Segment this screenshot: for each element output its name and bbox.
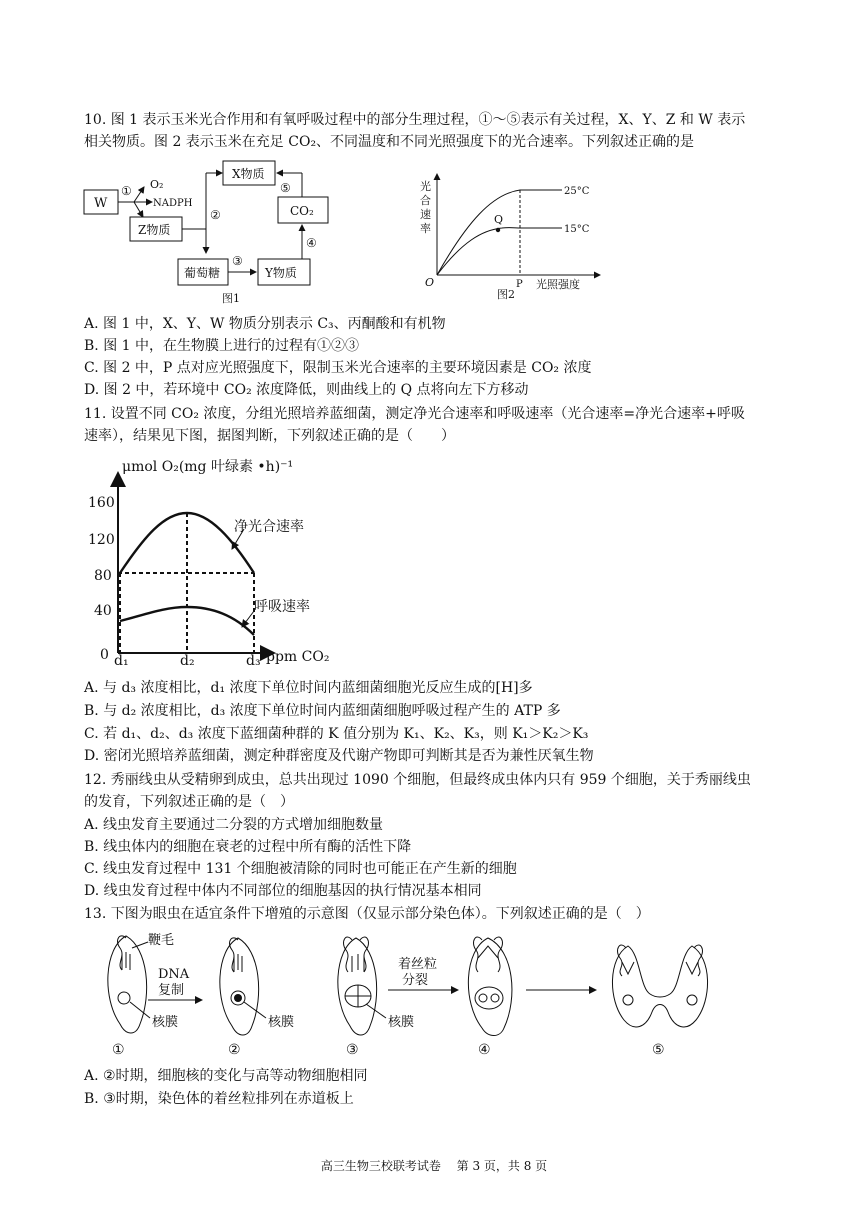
chart-ytick-0: 0 xyxy=(100,647,109,663)
q10-stem-line2: 相关物质。图 2 表示玉米在充足 CO₂、不同温度和不同光照强度下的光合速率。下列叙述正确的是 xyxy=(84,134,695,150)
cell-stage-4 xyxy=(468,937,512,1035)
label-nuclear-membrane-2: 核膜 xyxy=(268,1015,295,1030)
chart-ytick-80: 80 xyxy=(94,568,112,584)
q13-euglena-figure xyxy=(90,928,730,1060)
fig2-p-label: P xyxy=(516,279,523,290)
chart-net-label: 净光合速率 xyxy=(234,519,304,535)
q11-option-d: D. 密闭光照培养蓝细菌，测定种群密度及代谢产物即可判断其是否为兼性厌氧生物 xyxy=(84,748,594,764)
chart-resp-label: 呼吸速率 xyxy=(254,599,310,615)
fig1-w: W xyxy=(94,196,108,211)
fig2-curve-15c xyxy=(437,228,562,275)
fig1-o2: O₂ xyxy=(150,178,164,191)
fig2-ylabel-3: 速 xyxy=(420,208,431,221)
q10-option-c: C. 图 2 中，P 点对应光照强度下，限制玉米光合速率的主要环境因素是 CO₂ 浓度 xyxy=(84,360,592,376)
fig1-x: X物质 xyxy=(232,167,265,181)
label-stage-1: ① xyxy=(112,1042,125,1058)
fig2-ylabel-4: 率 xyxy=(420,222,431,235)
fig2-origin: O xyxy=(425,276,435,289)
fig1-nadph: NADPH xyxy=(153,198,193,209)
fig2-25c-label: 25°C xyxy=(564,186,590,197)
fig1-y: Y物质 xyxy=(265,266,297,280)
q10-option-b: B. 图 1 中，在生物膜上进行的过程有①②③ xyxy=(84,338,359,354)
label-dna-replication: 复制 xyxy=(158,983,185,998)
label-flagellum: 鞭毛 xyxy=(148,933,175,948)
chart-x-unit: ppm CO₂ xyxy=(266,649,330,665)
page-footer: 高三生物三校联考试卷 第 3 页，共 8 页 xyxy=(320,1159,548,1173)
fig1-caption: 图1 xyxy=(222,292,240,305)
fig2-point-q xyxy=(496,228,500,232)
q10-option-a: A. 图 1 中，X、Y、W 物质分别表示 C₃、丙酮酸和有机物 xyxy=(84,316,446,332)
label-stage-5: ⑤ xyxy=(652,1042,665,1058)
q13-stem: 13. 下图为眼虫在适宜条件下增殖的示意图（仅显示部分染色体）。下列叙述正确的是（ ） xyxy=(84,906,650,922)
fig1-step2: ② xyxy=(210,208,221,222)
q11-stem-line1: 11. 设置不同 CO₂ 浓度，分组光照培养蓝细菌，测定净光合速率和呼吸速率（光合速率=净光合速率+呼吸 xyxy=(84,406,745,422)
chart-xtick-d2: d₂ xyxy=(180,653,195,669)
q11-option-c: C. 若 d₁、d₂、d₃ 浓度下蓝细菌种群的 K 值分别为 K₁、K₂、K₃，则 K₁＞K₂＞K₃ xyxy=(84,726,589,742)
cell-stage-5 xyxy=(612,945,707,1027)
q13-option-b: B. ③时期，染色体的着丝粒排列在赤道板上 xyxy=(84,1091,354,1107)
fig1-step5: ⑤ xyxy=(280,181,291,195)
q10-option-d: D. 图 2 中，若环境中 CO₂ 浓度降低，则曲线上的 Q 点将向左下方移动 xyxy=(84,382,529,398)
q11-option-b: B. 与 d₂ 浓度相比，d₃ 浓度下单位时间内蓝细菌细胞呼吸过程产生的 ATP 多 xyxy=(84,703,561,719)
q10-stem-line1: 10. 图 1 表示玉米光合作用和有氧呼吸过程中的部分生理过程，①～⑤表示有关过程，X、Y、Z 和 W 表示 xyxy=(84,112,746,128)
fig2-15c-label: 15°C xyxy=(564,224,590,235)
q10-figure1 xyxy=(80,155,355,310)
q11-stem-line2: 速率），结果见下图，据图判断，下列叙述正确的是（ ） xyxy=(84,428,455,444)
fig1-step1: ① xyxy=(121,184,132,198)
q12-stem-line2: 的发育，下列叙述正确的是（ ） xyxy=(84,794,294,810)
chart-y-unit: μmol O₂(mg 叶绿素 •h)⁻¹ xyxy=(122,459,294,475)
chart-xtick-d1: d₁ xyxy=(114,653,129,669)
fig1-step3: ③ xyxy=(232,254,243,268)
cell-stage-2 xyxy=(220,938,266,1035)
chart-ytick-120: 120 xyxy=(88,532,115,548)
chart-xtick-d3: d₃ xyxy=(246,653,261,669)
fig1-z: Z物质 xyxy=(138,223,171,237)
label-centromere-division: 分裂 xyxy=(402,973,429,988)
q10-figure2 xyxy=(412,172,602,304)
q12-option-d: D. 线虫发育过程中体内不同部位的细胞基因的执行情况基本相同 xyxy=(84,883,482,899)
fig1-step4: ④ xyxy=(306,236,317,250)
fig1-co2: CO₂ xyxy=(290,204,314,218)
fig2-q-label: Q xyxy=(494,213,504,226)
label-nuclear-membrane-1: 核膜 xyxy=(152,1015,179,1030)
q13-option-a: A. ②时期，细胞核的变化与高等动物细胞相同 xyxy=(84,1068,368,1084)
fig2-xlabel: 光照强度 xyxy=(536,278,580,291)
label-dna: DNA xyxy=(158,967,190,982)
fig2-ylabel-2: 合 xyxy=(420,194,431,207)
q12-option-a: A. 线虫发育主要通过二分裂的方式增加细胞数量 xyxy=(84,817,384,833)
chart-ytick-160: 160 xyxy=(88,495,115,511)
fig2-caption: 图2 xyxy=(497,288,515,301)
q12-stem-line1: 12. 秀丽线虫从受精卵到成虫，总共出现过 1090 个细胞，但最终成虫体内只有 959 个细胞，关于秀丽线虫 xyxy=(84,772,751,788)
q12-option-b: B. 线虫体内的细胞在衰老的过程中所有酶的活性下降 xyxy=(84,839,412,855)
cell-stage-1 xyxy=(108,936,148,1033)
q12-option-c: C. 线虫发育过程中 131 个细胞被清除的同时也可能正在产生新的细胞 xyxy=(84,861,517,877)
label-centromere: 着丝粒 xyxy=(398,957,438,972)
chart-ytick-40: 40 xyxy=(94,603,112,619)
label-stage-2: ② xyxy=(228,1042,241,1058)
label-nuclear-membrane-3: 核膜 xyxy=(388,1015,415,1030)
label-stage-4: ④ xyxy=(478,1042,491,1058)
fig1-glucose: 葡萄糖 xyxy=(184,266,221,280)
label-stage-3: ③ xyxy=(346,1042,359,1058)
cell-stage-3 xyxy=(338,937,386,1035)
fig2-curve-25c xyxy=(437,190,562,275)
fig2-ylabel-1: 光 xyxy=(420,180,431,193)
q11-option-a: A. 与 d₃ 浓度相比，d₁ 浓度下单位时间内蓝细菌细胞光反应生成的[H]多 xyxy=(84,680,533,696)
q11-figure xyxy=(84,455,344,670)
